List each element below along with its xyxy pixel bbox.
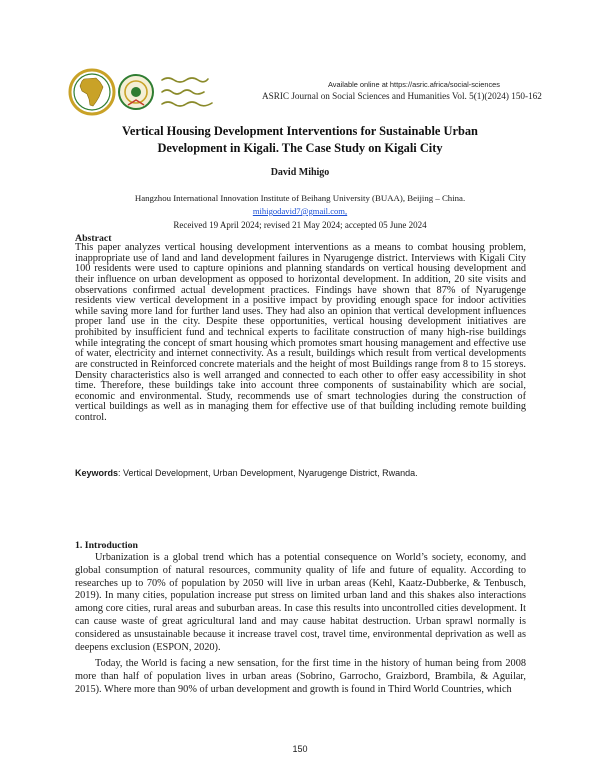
- keywords-label: Keywords: [75, 468, 119, 478]
- keywords-line: [75, 468, 526, 478]
- available-online-note: Available online at https://asric.africa/social-sciences: [328, 80, 500, 89]
- journal-citation: ASRIC Journal on Social Sciences and Humanities Vol. 5(1)(2024) 150-162: [262, 91, 542, 101]
- abstract-heading: Abstract: [75, 233, 112, 244]
- journal-logo: [66, 66, 226, 118]
- author-affiliation: Hangzhou International Innovation Institute of Beihang University (BUAA), Beijing – China.: [134, 193, 466, 203]
- section-heading-introduction: 1. Introduction: [75, 540, 138, 551]
- paragraph: Today, the World is facing a new sensation, for the first time in the history of human being from 2008 more than half of population lives in urban areas (Sobrino, Garrocho, Graizbord, Brambila, & Aguilar, 2015). Where more than 90% of urban development and growth is found in Third World Countries, which: [75, 658, 526, 695]
- author-name: David Mihigo: [270, 167, 330, 178]
- introduction-body: [75, 552, 526, 701]
- author-email-link[interactable]: mihigodavid7@gmail.com,: [252, 206, 348, 216]
- paper-title: Vertical Housing Development Interventions for Sustainable Urban Development in Kigali. The Case Study on Kigali City: [122, 124, 478, 155]
- africa-map-icon: [70, 70, 114, 114]
- paragraph: Urbanization is a global trend which has a potential consequence on World’s society, economy, and global consumption of natural resources, community quality of life and future of equality. According to researches up to 70% of population by 2050 will live in urban areas (Kehl, Kaatz-Dubberke, & Tenbusch, 2019). In many cities, population increase put stress on limited urban land and this shakes also interactions among core cities, rural areas and suburban areas. In case this results into uncontrolled cities development. It can cause waste of great agricultural land and may cause habitat destruction. Urban sprawl normally is considered as unsustainable because it increase travel cost, travel time, environmental deprivation as well as deepens exclusion (ESPON, 2020).: [75, 552, 526, 653]
- submission-dates: Received 19 April 2024; revised 21 May 2024; accepted 05 June 2024: [173, 220, 427, 230]
- keywords-text: : Vertical Development, Urban Development, Nyarugenge District, Rwanda.: [118, 468, 418, 478]
- logo-wordmark: [162, 78, 212, 106]
- logo-graphic: [66, 66, 226, 118]
- email-line: [0, 206, 600, 216]
- emblem-icon: [119, 75, 153, 109]
- abstract-text: This paper analyzes vertical housing development interventions as a means to combat housing problem, inappropriate use of land and land development failures in Nyarugenge district. Interviews with Kigali City 100 residents were used to capture opinions and planning standards on vertical housing development and their influence on urban development as opposed to horizontal development. In addition, 20 site visits and observations confirmed actual development practices. Findings have shown that 87% of Nyarugenge residents view vertical development in a positive impact by providing enough space for indoor activities while saving more land for further land uses. They had also an opinion that vertical development influences proper land use in the city. Despite these opportunities, vertical housing development initiatives are prohibited by insufficient fund and technical experts to facilitate construction of many high-rise buildings while integrating the concept of smart housing which promotes smart housing management and effective use of water, electricity and internet connectivity. As a result, buildings which result from vertical developments are constructed in Reinforced concrete materials and the height of most Buildings range from 8 to 15 storeys. Density characteristics also is well arranged and connected to each other to offer easy accessibility in shot time. Therefore, these buildings take into account three components of sustainability which are social, economic and environmental. Study, recommends use of smart technologies during the construction of vertical buildings as well as in managing them for effective use of that building including remote building control.: [75, 242, 526, 423]
- page-number: 150: [292, 744, 308, 754]
